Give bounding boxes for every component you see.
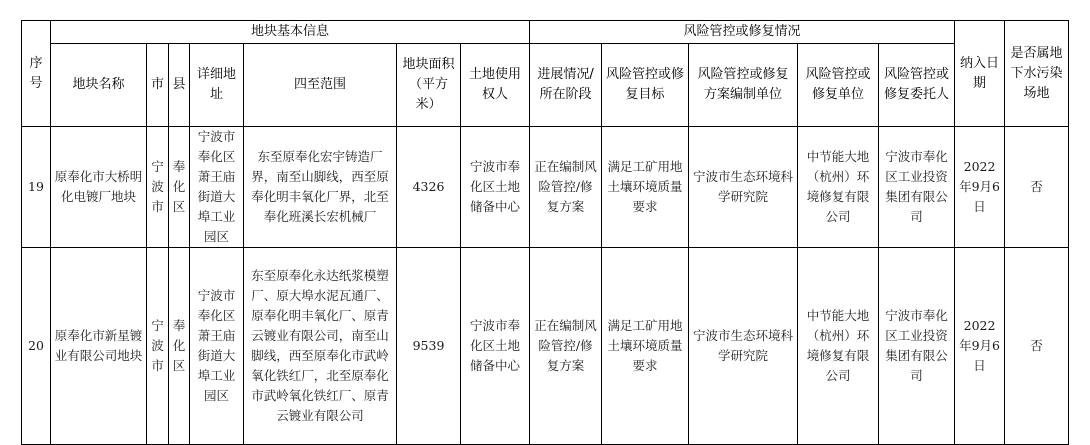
- cell-name: 原奉化市大桥明化电镀厂地块: [51, 127, 147, 248]
- cell-progress: 正在编制风险管控/修复方案: [530, 127, 602, 248]
- header-row-sub: [22, 44, 1069, 127]
- contaminated-site-table: [21, 20, 1069, 445]
- cell-address: 宁波市奉化区萧王庙街道大埠工业园区: [190, 248, 244, 445]
- cell-groundwater: 否: [1005, 127, 1069, 248]
- header-plan-unit: 风险管控或修复方案编制单位: [689, 44, 798, 127]
- cell-repair-unit: 中节能大地（杭州）环境修复有限公司: [798, 248, 879, 445]
- header-client: 风险管控或修复委托人: [879, 44, 955, 127]
- table-row: [22, 248, 1069, 445]
- cell-seq: 19: [22, 127, 51, 248]
- cell-groundwater: 否: [1005, 248, 1069, 445]
- header-risk-control-group: 风险管控或修复情况: [530, 21, 955, 44]
- cell-repair-unit: 中节能大地（杭州）环境修复有限公司: [798, 127, 879, 248]
- cell-seq: 20: [22, 248, 51, 445]
- cell-target: 满足工矿用地土壤环境质量要求: [602, 127, 689, 248]
- cell-area: 9539: [397, 248, 461, 445]
- cell-plan-unit: 宁波市生态环境科学研究院: [689, 248, 798, 445]
- cell-date: 2022年9月6日: [955, 248, 1005, 445]
- cell-county: 奉化区: [169, 248, 190, 445]
- header-name: 地块名称: [51, 44, 147, 127]
- cell-client: 宁波市奉化区工业投资集团有限公司: [879, 127, 955, 248]
- cell-owner: 宁波市奉化区土地储备中心: [461, 248, 530, 445]
- header-county: 县: [169, 44, 190, 127]
- cell-city: 宁波市: [147, 248, 169, 445]
- cell-client: 宁波市奉化区工业投资集团有限公司: [879, 248, 955, 445]
- header-owner: 土地使用权人: [461, 44, 530, 127]
- header-progress: 进展情况/所在阶段: [530, 44, 602, 127]
- header-boundary: 四至范围: [244, 44, 397, 127]
- header-date: 纳入日期: [955, 21, 1005, 127]
- cell-name: 原奉化市新星镀业有限公司地块: [51, 248, 147, 445]
- cell-boundary: 东至原奉化永达纸浆模塑厂、原大埠水泥瓦通厂、原奉化明丰氧化厂、原青云镀业有限公司，南至山脚线，西至原奉化市武岭氧化铁红厂，北至原奉化市武岭氧化铁红厂、原青云镀业有限公司: [244, 248, 397, 445]
- cell-owner: 宁波市奉化区土地储备中心: [461, 127, 530, 248]
- header-seq: 序号: [22, 21, 51, 127]
- table-row: [22, 127, 1069, 248]
- cell-area: 4326: [397, 127, 461, 248]
- header-groundwater: 是否属地下水污染场地: [1005, 21, 1069, 127]
- header-repair-unit: 风险管控或修复单位: [798, 44, 879, 127]
- cell-city: 宁波市: [147, 127, 169, 248]
- header-basic-info-group: 地块基本信息: [51, 21, 530, 44]
- cell-target: 满足工矿用地土壤环境质量要求: [602, 248, 689, 445]
- header-target: 风险管控或修复目标: [602, 44, 689, 127]
- cell-county: 奉化区: [169, 127, 190, 248]
- cell-date: 2022年9月6日: [955, 127, 1005, 248]
- cell-plan-unit: 宁波市生态环境科学研究院: [689, 127, 798, 248]
- header-city: 市: [147, 44, 169, 127]
- cell-address: 宁波市奉化区萧王庙街道大埠工业园区: [190, 127, 244, 248]
- header-address: 详细地址: [190, 44, 244, 127]
- header-area: 地块面积（平方米）: [397, 44, 461, 127]
- cell-boundary: 东至原奉化宏宇铸造厂界，南至山脚线，西至原奉化明丰氧化厂界，北至奉化班溪长宏机械厂: [244, 127, 397, 248]
- header-row-top: [22, 21, 1069, 44]
- cell-progress: 正在编制风险管控/修复方案: [530, 248, 602, 445]
- table-container: [21, 20, 1069, 445]
